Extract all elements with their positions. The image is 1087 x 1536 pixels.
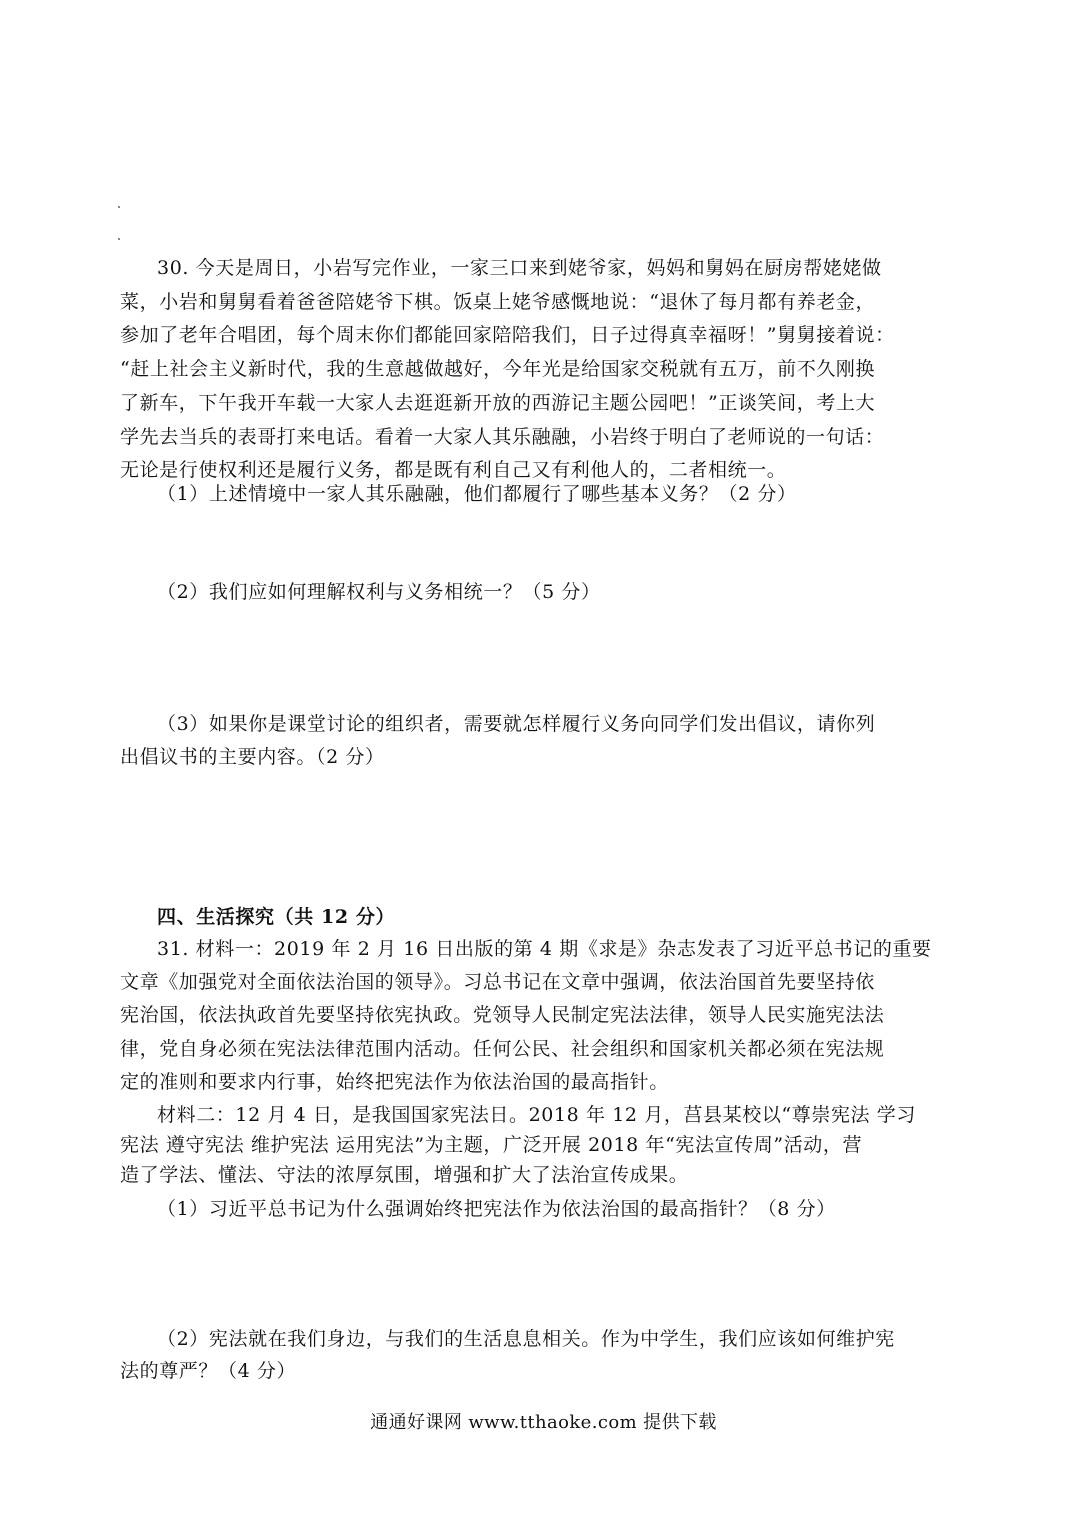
- q30-subquestion-3-cont: 出倡议书的主要内容。（2 分）: [120, 746, 385, 768]
- q31-material1-line: 文章《加强党对全面依法治国的领导》。习总书记在文章中强调，依法治国首先要坚持依: [120, 971, 875, 993]
- q31-material2-line: 造了学法、懂法、守法的浓厚氛围，增强和扩大了法治宣传成果。: [120, 1164, 689, 1186]
- q31-subquestion-1: （1）习近平总书记为什么强调始终把宪法作为依法治国的最高指针？（8 分）: [157, 1198, 836, 1220]
- q31-material1-line: 定的准则和要求内行事，始终把宪法作为依法治国的最高指针。: [120, 1071, 669, 1093]
- section-title: 四、生活探究（共 12 分）: [157, 906, 396, 928]
- q31-material2-line: 宪法 遵守宪法 维护宪法 运用宪法”为主题，广泛开展 2018 年“宪法宣传周”活动，营: [120, 1134, 863, 1156]
- scan-speck: [118, 238, 120, 240]
- q30-line: 30. 今天是周日，小岩写完作业，一家三口来到姥爷家，妈妈和舅妈在厨房帮姥姥做: [157, 257, 882, 279]
- q31-material2-line: 材料二：12 月 4 日，是我国国家宪法日。2018 年 12 月，莒县某校以“尊崇宪法 学习: [157, 1104, 916, 1126]
- q31-material1-line: 31. 材料一：2019 年 2 月 16 日出版的第 4 期《求是》杂志发表了习近平总书记的重要: [157, 938, 932, 960]
- q30-line: 了新车，下午我开车载一大家人去逛逛新开放的西游记主题公园吧！”正谈笑间，考上大: [120, 392, 876, 414]
- q30-line: 无论是行使权利还是履行义务，都是既有利自己又有利他人的，二者相统一。: [120, 459, 787, 481]
- q31-material1-line: 宪治国，依法执政首先要坚持依宪执政。党领导人民制定宪法法律，领导人民实施宪法法: [120, 1004, 885, 1026]
- q30-line: 学先去当兵的表哥打来电话。看着一大家人其乐融融，小岩终于明白了老师说的一句话：: [120, 426, 885, 448]
- q30-subquestion-2: （2）我们应如何理解权利与义务相统一？（5 分）: [157, 581, 601, 603]
- q30-subquestion-1: （1）上述情境中一家人其乐融融，他们都履行了哪些基本义务？（2 分）: [157, 483, 797, 505]
- q30-subquestion-3: （3）如果你是课堂讨论的组织者，需要就怎样履行义务向同学们发出倡议，请你列: [157, 713, 876, 735]
- footer-source-text: 通通好课网 www.tthaoke.com 提供下载: [370, 1412, 717, 1433]
- q31-subquestion-2-cont: 法的尊严？（4 分）: [120, 1360, 297, 1382]
- q30-line: 参加了老年合唱团，每个周末你们都能回家陪陪我们，日子过得真幸福呀！”舅舅接着说：: [120, 324, 895, 346]
- scan-speck: [118, 206, 120, 208]
- q31-subquestion-2: （2）宪法就在我们身边，与我们的生活息息相关。作为中学生，我们应该如何维护宪: [157, 1328, 895, 1350]
- q30-line: 菜，小岩和舅舅看着爸爸陪姥爷下棋。饭桌上姥爷感慨地说：“退休了每月都有养老金，: [120, 291, 876, 313]
- q30-line: “赶上社会主义新时代，我的生意越做越好，今年光是给国家交税就有五万，前不久刚换: [120, 358, 876, 380]
- q31-material1-line: 律，党自身必须在宪法法律范围内活动。任何公民、社会组织和国家机关都必须在宪法规: [120, 1038, 885, 1060]
